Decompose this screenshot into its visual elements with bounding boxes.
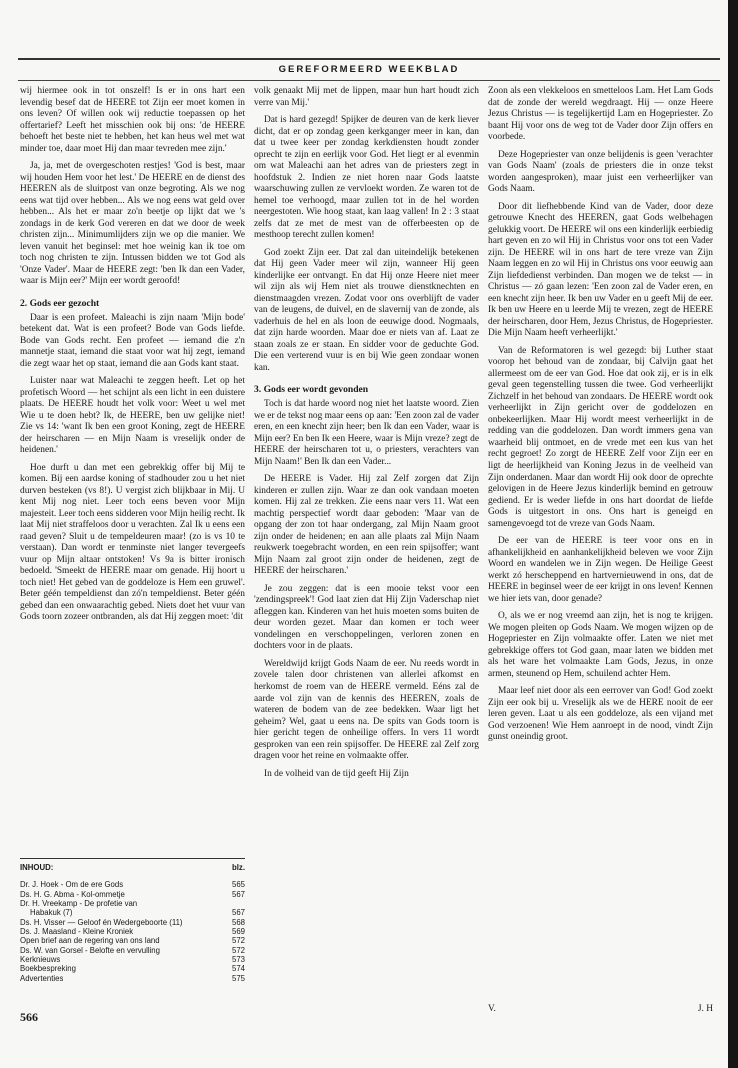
section-heading: 2. Gods eer gezocht [20, 297, 100, 309]
toc-entry-page: 574 [231, 964, 245, 974]
paragraph: Deze Hogepriester van onze belijdenis is geen 'verachter van Gods Naam' (zoals de priesters die in onze tekst worden aangesproken), maar juist een verheerlijker van Gods Naam. [488, 149, 713, 195]
paragraph: Van de Reformatoren is wel gezegd: bij Luther staat voorop het behoud van de zondaar, bij Calvijn gaat het allermeest om de eer van God. Hoe dat ook zij, er is in elk geval geen tegenstelling tussen die twee. God verheerlijkt Zichzelf in het behoud van zondaars. De HEERE wordt ook verheerlijkt in Zijn gericht over de goddelozen en onbekeerlijken. Maar Hij wordt meest verheerlijkt in de redding van die goddelozen. Dan wordt immers gena van waarheid blij ontmoet, en de vrede met een kus van het recht gegroet! Zo zorgt de HEERE Zelf voor Zijn eer en ligt de heerlijkheid van Koning Jezus in de veelheid van Zijn onderdanen. Maar dan wordt Hij ook door de oprechte gelovigen in de Heere Jezus kinderlijk bemind en getrouw gediend. Er is weder liefde in ons hart doordat de liefde Gods is uitgestort in ons. Ons hart is geneigd en samengevoegd tot de vreze van Gods Naam. [488, 345, 713, 529]
top-rule [18, 58, 720, 60]
toc-entry-title: Ds. W. van Gorsel - Belofte en vervulling [20, 945, 160, 955]
page-number: 566 [20, 1010, 38, 1024]
toc-entry-title: Dr. J. Hoek - Om de ere Gods [20, 880, 124, 890]
toc-entry-title: Advertenties [20, 973, 64, 983]
toc-entry [20, 936, 245, 945]
paragraph: Zoon als een vlekkeloos en smetteloos Lam. Het Lam Gods dat de zonde der wereld wegdraagt. Hij — onze Heere Jezus Christus — is tegelijkertijd Lam en Hogepriester. Zo baant Hij voor ons de weg tot de Vader door Zijn offers en voorbede. [488, 86, 713, 143]
toc-entry-page: 572 [231, 945, 245, 955]
toc-entry [20, 927, 245, 936]
header-rule [18, 80, 720, 81]
toc-entry [20, 880, 245, 889]
toc-entry-title: Boekbespreking [20, 964, 76, 974]
column-2 [254, 86, 479, 1046]
paragraph: Hoe durft u dan met een gebrekkig offer bij Mij te komen. Bij een aardse koning of stadhouder zou u het niet durven besteken (vs 8!). U vergist zich blijkbaar in Mij. U kent Mij nog niet. Leer toch eens beven voor Mijn majesteit. Leer toch eens sidderen voor Mijn heilig recht. Ik laat Mij niet straffeloos door u verachten. Zal Ik u eens een raad geven? Sluit u de tempeldeuren maar! (zo is vs 10 te verstaan). Dan wordt er tenminste niet langer tevergeefs vuur op Mijn altaar ontstoken! Vs 9a is bitter ironisch bedoeld. 'Smeekt de HEERE maar om genade. Hij hoort u toch niet! Het gebed van de goddeloze is Hem een gruwel'. Beter géén tempeldienst dan zó'n tempeldienst. Beter géén gebed dan een onwaarachtig gebed. Niets doet het vuur van Gods toorn zozeer ontbranden, als dat Hij zeggen moet: 'dit [20, 462, 245, 623]
toc-entry-title: Ds. H. Visser — Geloof én Wedergeboorte (11) [20, 917, 183, 927]
toc-page-label: blz. [232, 863, 245, 872]
paragraph: Door dit liefhebbende Kind van de Vader, door deze getrouwe Knecht des HEEREN, gaat Gods welbehagen gelukkig voort. De HEERE wil ons een kinderlijk eerbiedig hart geven en zo wil Hij in Christus voor ons tot een Vader zijn. De HEERE wil in ons hart de tere vreze van Zijn Naam leggen en zo wil Hij in Christus ons voor eeuwig aan Zijn liefdedienst verbinden. Dan mogen we de tekst — in Christus — zó gaan lezen: 'Een zoon zal de Vader eren, en een knecht zijn heer. Ik ben uw Vader en u geeft Mij de eer. Ik ben uw Heere en u leerde Mij te vrezen, zegt de HEERE der heirscharen, door Hem, Jezus Christus, de Hogepriester. Die Mijn Naam heeft verheerlijkt.' [488, 201, 713, 339]
toc-entry-page: 575 [231, 973, 245, 983]
paragraph: Luister naar wat Maleachi te zeggen heeft. Let op het profetisch Woord — het schijnt als een licht in een duistere plaats. De HEERE houdt het volk voor: Weet u wel met Wie u te doen hebt? Ik, de HEERE, ben uw gelijke niet! Zie vs 14: 'want Ik ben een groot Koning, zegt de HEERE der heirscharen — en Mijn Naam is vreselijk onder de heidenen.' [20, 376, 245, 456]
toc-entry [20, 890, 245, 899]
toc-heading: INHOUD: [20, 863, 54, 872]
toc-entry [20, 908, 245, 917]
paragraph: De eer van de HEERE is teer voor ons en in afhankelijkheid en aanhankelijkheid beleven we voor Zijn Woord en wandelen we in Zijn wegen. De Heilige Geest werkt zó herscheppend en hartvernieuwend in ons, dat de HEERE in beginsel weer de eer krijgt in ons leven! Kennen we hier iets van, door genade? [488, 536, 713, 604]
masthead-title: GEREFORMEERD WEEKBLAD [278, 64, 460, 75]
paragraph: Wereldwijd krijgt Gods Naam de eer. Nu reeds wordt in zovele talen door christenen van allerlei afkomst en herkomst de roem van de HEERE vermeld. Eéns zal de aarde vol zijn van de kennis des HEEREN, zoals de wateren de bodem van de zee bedekken. Waar ligt het geheim? Wel, gaat u eens na. De spits van Gods toorn is hier gericht tegen de onheilige offers. In vers 11 wordt gesproken van een rein spijsoffer. De HEERE zal Zelf zorg dragen voor het reine en volmaakte offer. [254, 658, 479, 762]
toc-entry-title: Habakuk (7) [30, 908, 73, 918]
toc-entry [20, 946, 245, 955]
signature-left: V. [488, 1004, 496, 1014]
toc-entry [20, 955, 245, 964]
paragraph: wij hiermee ook in tot onszelf! Is er in ons hart een levendig besef dat de HEERE tot Zijn eer moet komen in ons leven? Of willen ook wij reductie toepassen op het offertarief? Leeft het misschien ook bij ons: 'de HEERE behoeft het beste niet te hebben, het kan heus wel met wat minder toe, daar moet Hij dan maar tevreden mee zijn.' [20, 86, 245, 154]
section-heading: 3. Gods eer wordt gevonden [254, 384, 369, 396]
toc-entry-title: Ds. J. Maasland - Kleine Kroniek [20, 927, 134, 937]
paragraph: In de volheid van de tijd geeft Hij Zijn [264, 768, 409, 779]
paragraph: Je zou zeggen: dat is een mooie tekst voor een 'zendingspreek'! God laat zien dat Hij Zijn Vaderschap niet afleggen kan. Kinderen van het huis moeten soms buiten de deur worden gezet. Maar dan komen er toch weer vondelingen en verschoppelingen, verloren zonen en dochters voor in de plaats. [254, 583, 479, 652]
toc-entry [20, 918, 245, 927]
paragraph: Daar is een profeet. Maleachi is zijn naam 'Mijn bode' betekent dat. Wat is een profeet? Bode van Gods liefde. Bode van Gods recht. Een profeet — iemand die z'n mannetje staat, iemand die staat voor wat hij zegt, iemand die zegt waar het op staat, iemand die aan Gods kant staat. [20, 312, 245, 369]
paragraph: volk genaakt Mij met de lippen, maar hun hart houdt zich verre van Mij.' [254, 86, 479, 108]
page-edge-bar [728, 0, 738, 1068]
toc-entry-title: Open brief aan de regering van ons land [20, 936, 160, 946]
toc-entry-page: 573 [231, 955, 245, 965]
toc-rule [20, 858, 245, 859]
toc-entry-page: 567 [231, 908, 245, 918]
paragraph: Toch is dat harde woord nog niet het laatste woord. Zien we er de tekst nog maar eens op aan: 'Een zoon zal de vader eren, en een knecht zijn heer; ben Ik dan een Vader, waar is Mijn eer? En ben Ik een Heere, waar is Mijn vreze? zegt de HEERE der heirscharen tot u, o priesters, verachters van Mijn Naam!' Ben Ik dan een Vader... [254, 399, 479, 467]
paragraph: Maar leef niet door als een eerrover van God! God zoekt Zijn eer ook bij u. Vreselijk als we de HERE nooit de eer leren geven. Laat u als een goddeloze, als een vijand met God verzoenen! Wie Hem aanroept in de nood, vindt Zijn gunst oneindig groot. [488, 686, 713, 743]
toc-entry-page: 569 [231, 927, 245, 937]
toc-entry-page: 567 [231, 889, 245, 899]
column-3 [488, 86, 713, 1046]
paragraph: God zoekt Zijn eer. Dat zal dan uiteindelijk betekenen dat Hij geen Vader meer wil zijn, wanneer Hij geen kinderlijke eer ontvangt. En dat Hij onze Heere niet meer wil zijn als wij Hem niet als trouwe dienstknechten en dienstmaagden vrezen. Zodat voor ons overblijft de vader van de leugens, de duivel, en de slavernij van de zonde, als vaderhuis de hel en als loon de eeuwige dood. Nogmaals, dat zijn harde woorden. Maar doe er niets van af. Laat ze staan zoals ze er staan. En sidder voor de geduchte God. Die een verterend vuur is en bij Wie geen zondaar wonen kan. [254, 247, 479, 373]
toc-entry [20, 899, 245, 908]
paragraph: Dat is hard gezegd! Spijker de deuren van de kerk liever dicht, dat er op zondag geen kerkganger meer in kan, dan dat u twee keer per zondag kerkdiensten houdt zonder oprecht te zijn en eerlijk voor God. Het liegt er al evenmin om wat Maleachi aan het adres van de priesters zegt in hoofdstuk 2. Indien ze niet horen naar Gods laatste waarschuwing zullen ze vervloekt worden. Ze waren tot de hemel toe verhoogd, maar zullen tot in de hel worden neergestoten. Wie hoog staat, kan laag vallen! In 2 : 3 staat zelfs dat ze met de mest van de offerbeesten op de mesthoop terecht zullen komen! [254, 115, 479, 241]
toc-entry [20, 964, 245, 973]
signature-right: J. H [697, 1004, 713, 1014]
table-of-contents [20, 858, 245, 983]
paragraph: O, als we er nog vreemd aan zijn, het is nog te krijgen. We mogen pleiten op Gods Naam. We mogen wijzen op de Hogepriester en Zijn volmaakte offer. Laten we niet met gebrekkige offers tot God gaan, maar laten we bidden met als het ware het volmaakte Lam Gods, Jezus, in onze armen, steunend op Hem, schuilend achter Hem. [488, 611, 713, 679]
toc-entry-title: Dr. H. Vreekamp - De profetie van [20, 899, 138, 909]
toc-header [20, 863, 245, 872]
paragraph: De HEERE is Vader. Hij zal Zelf zorgen dat Zijn kinderen er zullen zijn. Waar ze dan ook vandaan moeten komen. Hij zal ze trekken. Zie eens naar vers 11. Wat een machtig perspectief wordt daar geboden: 'Maar van de opgang der zon tot haar ondergang, zal Mijn Naam groot zijn onder de heidenen; en aan alle plaats zal Mijn Naam reukwerk toegebracht worden, en een rein spijsoffer; want Mijn Naam zal groot zijn onder de heidenen, zegt de HEERE der heirscharen.' [254, 474, 479, 577]
paragraph: Ja, ja, met de overgeschoten restjes! 'God is best, maar wij houden Hem voor het lest.' De HEERE en de dienst des HEEREN als de sluitpost van onze begroting. Als we nog eens wat tijd over hebben... Als we nog eens wat geld over hebben... Als het er maar zo'n beetje op lijkt dat we 's zondags in de kerk God vereren en dat we door de week christen zijn... Minimumlijders zijn we op die manier. We leven vanuit het beginsel: met hoe weinig kan ik toe om toch nog christen te zijn. Intussen bidden we tot God als 'Onze Vader'. Maar de HEERE zegt: 'ben Ik dan een Vader, waar is Mijn eer?' Mijn eer wordt geroofd! [20, 161, 245, 287]
toc-entry-page: 565 [231, 880, 245, 890]
toc-entry [20, 974, 245, 983]
toc-entry-title: Ds. H. G. Abma - Kol-ommetje [20, 889, 125, 899]
toc-entry-page: 572 [231, 936, 245, 946]
signature [488, 1004, 713, 1014]
toc-entry-page: 568 [231, 917, 245, 927]
toc-entry-title: Kerknieuws [20, 955, 61, 965]
column-1 [20, 86, 245, 858]
